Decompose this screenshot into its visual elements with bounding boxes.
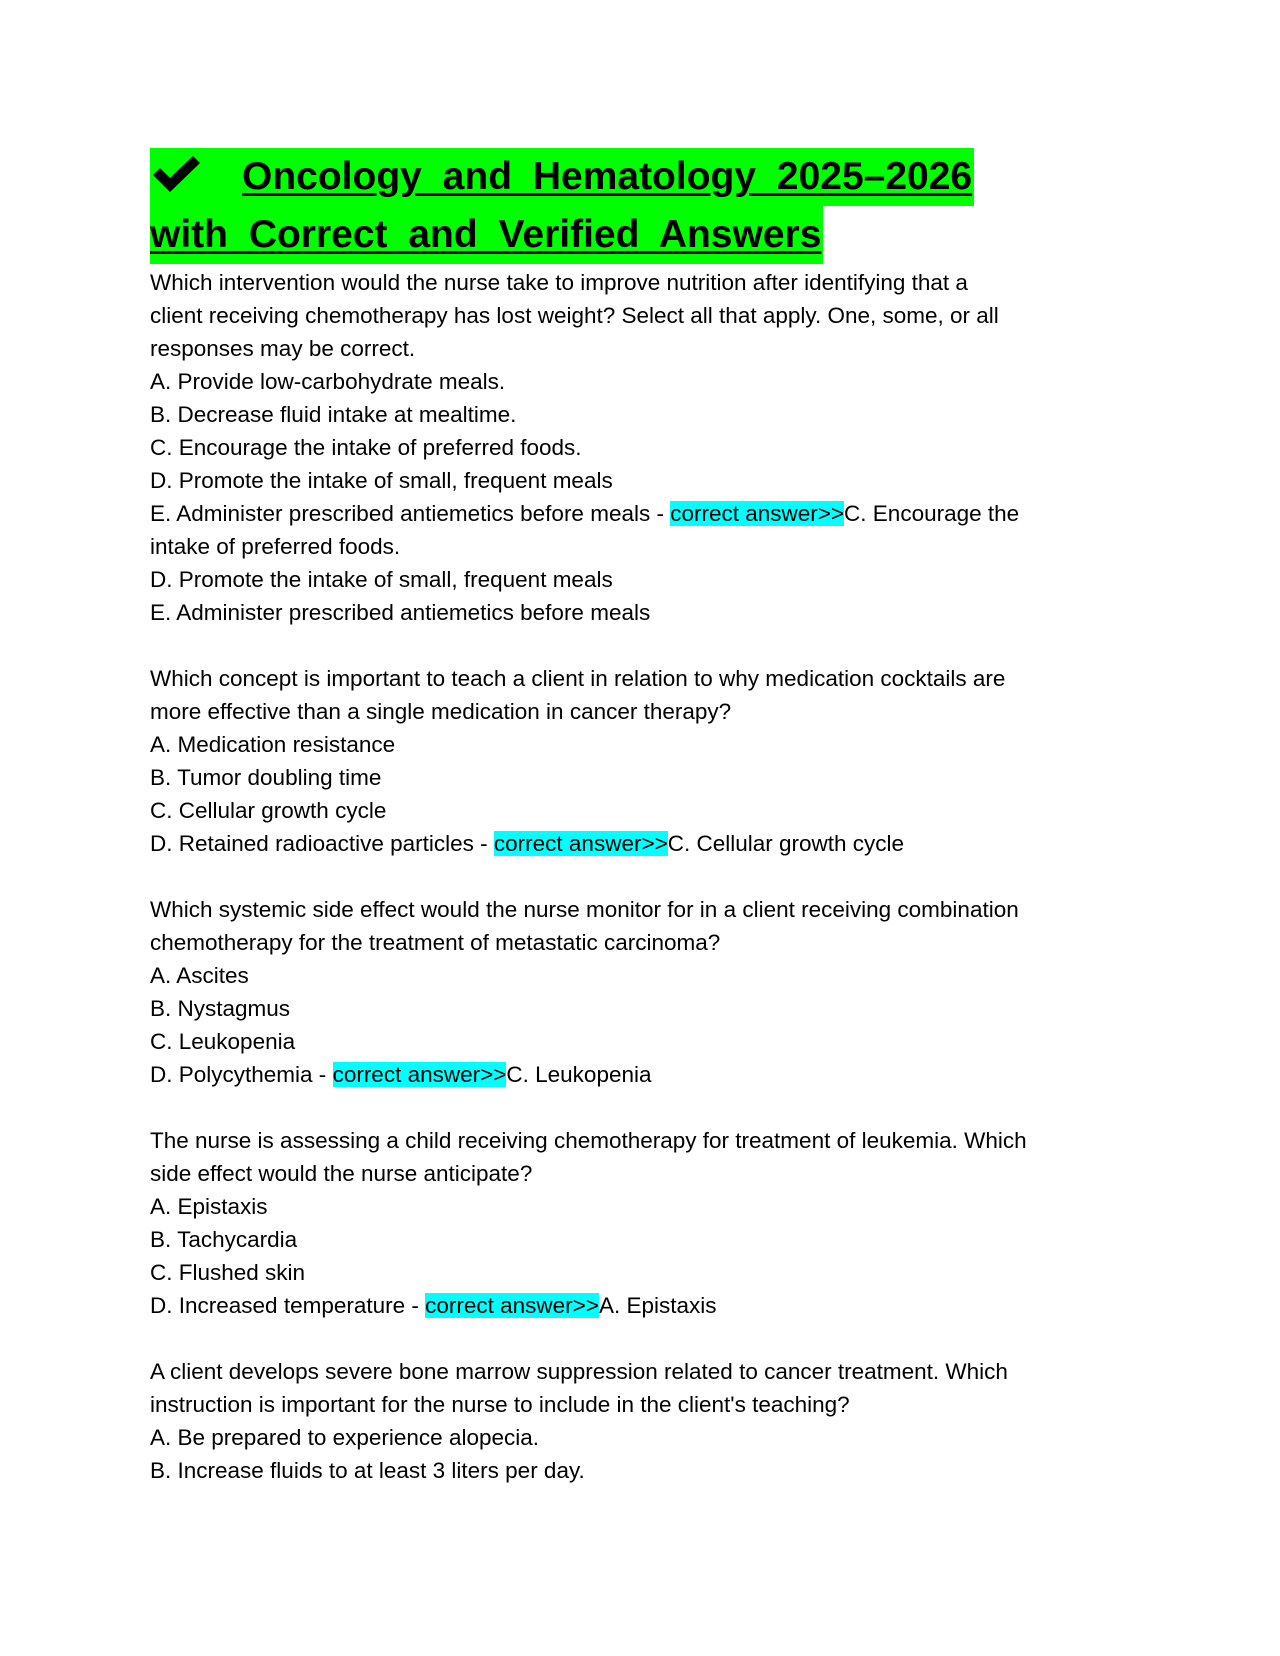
checkmark-icon — [150, 154, 202, 194]
question-block — [150, 266, 1150, 629]
answer-option-with-key — [150, 497, 1150, 530]
correct-answer-marker: correct answer>> — [493, 831, 668, 856]
answer-option: A. Provide low-carbohydrate meals. — [150, 369, 506, 394]
answer-option: B. Tumor doubling time — [150, 765, 382, 790]
answer-option: C. Encourage the intake of preferred foods. — [150, 435, 582, 460]
correct-answer: A. Epistaxis — [598, 1293, 717, 1318]
question-stem-line: Which systemic side effect would the nurse monitor for in a client receiving combination — [150, 897, 1019, 922]
paragraph-gap — [150, 1322, 1150, 1355]
answer-option: A. Be prepared to experience alopecia. — [150, 1425, 540, 1450]
answer-option: B. Tachycardia — [150, 1227, 298, 1252]
answer-option: D. Increased temperature - — [150, 1293, 426, 1318]
answer-option: C. Flushed skin — [150, 1260, 306, 1285]
answer-option: B. Increase fluids to at least 3 liters per day. — [150, 1458, 585, 1483]
question-block — [150, 893, 1150, 1091]
answer-option: C. Cellular growth cycle — [150, 798, 387, 823]
answer-option-with-key — [150, 1289, 1150, 1322]
question-block — [150, 662, 1150, 860]
correct-answer-marker: correct answer>> — [332, 1062, 507, 1087]
answer-option: A. Medication resistance — [150, 732, 396, 757]
correct-answer-marker: correct answer>> — [425, 1293, 599, 1318]
document-title — [150, 148, 1150, 264]
question-stem-line: responses may be correct. — [150, 336, 416, 361]
question-block — [150, 1355, 1150, 1487]
title-line-1 — [150, 148, 974, 206]
title-text-2: with Correct and Verified Answers — [150, 213, 822, 256]
document-page — [150, 148, 1150, 1487]
answer-option: C. Leukopenia — [150, 1029, 296, 1054]
question-block — [150, 1124, 1150, 1322]
answer-option: D. Promote the intake of small, frequent meals — [150, 468, 613, 493]
title-line-2 — [150, 206, 823, 264]
question-stem-line: client receiving chemotherapy has lost weight? Select all that apply. One, some, or all — [150, 303, 999, 328]
paragraph-gap — [150, 629, 1150, 662]
answer-option: B. Nystagmus — [150, 996, 291, 1021]
answer-option-with-key — [150, 1058, 1150, 1091]
question-stem-line: instruction is important for the nurse to include in the client's teaching? — [150, 1392, 850, 1417]
answer-option: D. Retained radioactive particles - — [150, 831, 494, 856]
answer-option-with-key — [150, 827, 1150, 860]
paragraph-gap — [150, 860, 1150, 893]
question-stem-line: A client develops severe bone marrow suppression related to cancer treatment. Which — [150, 1359, 1008, 1384]
question-stem-line: Which concept is important to teach a client in relation to why medication cocktails are — [150, 666, 1006, 691]
correct-answer: C. Cellular growth cycle — [667, 831, 905, 856]
question-stem-line: chemotherapy for the treatment of metastatic carcinoma? — [150, 930, 721, 955]
question-stem-line: side effect would the nurse anticipate? — [150, 1161, 533, 1186]
paragraph-gap — [150, 1091, 1150, 1124]
question-stem-line: Which intervention would the nurse take to improve nutrition after identifying that a — [150, 270, 968, 295]
answer-option: D. Polycythemia - — [150, 1062, 333, 1087]
correct-answer: C. Encourage the — [844, 501, 1020, 526]
questions-body — [150, 266, 1150, 1487]
answer-option: E. Administer prescribed antiemetics before meals - — [150, 501, 671, 526]
correct-answer-marker: correct answer>> — [670, 501, 845, 526]
question-stem-line: more effective than a single medication in cancer therapy? — [150, 699, 732, 724]
answer-option: A. Epistaxis — [150, 1194, 268, 1219]
question-stem-line: The nurse is assessing a child receiving chemotherapy for treatment of leukemia. Which — [150, 1128, 1027, 1153]
correct-answer-line: D. Promote the intake of small, frequent meals — [150, 567, 613, 592]
answer-option: A. Ascites — [150, 963, 249, 988]
correct-answer: C. Leukopenia — [506, 1062, 652, 1087]
answer-option: B. Decrease fluid intake at mealtime. — [150, 402, 517, 427]
correct-answer-line: E. Administer prescribed antiemetics before meals — [150, 600, 651, 625]
title-text-1: Oncology and Hematology 2025–2026 — [242, 155, 973, 198]
correct-answer-line: intake of preferred foods. — [150, 534, 401, 559]
